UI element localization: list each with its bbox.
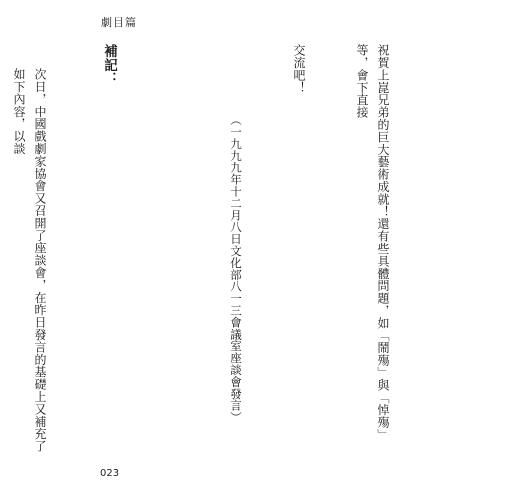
section-title: 補記：: [101, 44, 117, 86]
page-number: 023: [100, 468, 120, 479]
body-line: 祝賀上崑兄弟的巨大藝術成就！還有些具體問題，如「鬧殤」與「悼殤」等，會下直接: [355, 44, 390, 441]
vertical-text-body: [12, 44, 435, 454]
body-line: 交流吧！: [292, 44, 306, 94]
running-header: 劇目篇: [101, 16, 137, 29]
body-line: 次日，中國戲劇家協會又召開了座談會，在昨日發言的基礎上又補充了如下內容，以談: [12, 68, 47, 453]
speech-signature: （一九九九年十二月八日文化部八一三會議室座談會發言）: [229, 114, 243, 424]
